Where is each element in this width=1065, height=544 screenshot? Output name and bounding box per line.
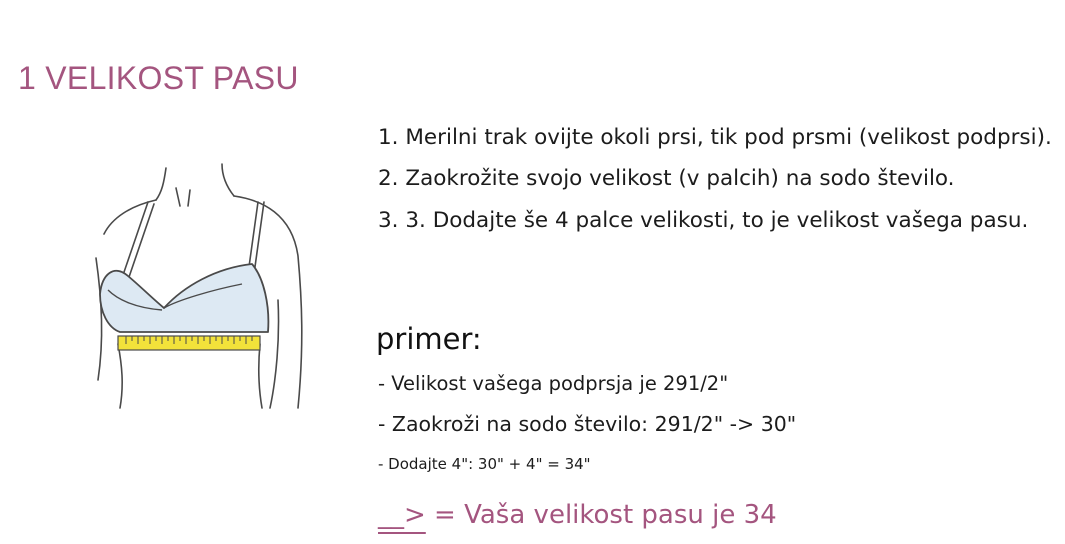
instruction-list — [378, 118, 1058, 242]
measuring-tape — [118, 336, 260, 350]
bra-measurement-illustration — [92, 160, 332, 420]
instruction-step-2: 2. Zaokrožite svojo velikost (v palcih) na sodo število. — [378, 166, 955, 191]
instruction-step-3: 3. 3. Dodajte še 4 palce velikosti, to je velikost vašega pasu. — [378, 208, 1029, 233]
example-line-2: - Zaokroži na sodo število: 291/2" -> 30" — [378, 412, 797, 436]
example-heading: primer: — [376, 322, 482, 356]
instruction-step-1: 1. Merilni trak ovijte okoli prsi, tik pod prsmi (velikost podprsi). — [378, 125, 1052, 150]
example-line-3: - Dodajte 4": 30" + 4" = 34" — [378, 455, 591, 473]
example-line-1: - Velikost vašega podprsja je 291/2" — [378, 372, 729, 395]
result-arrow: __> — [378, 500, 426, 530]
section-title: 1 VELIKOST PASU — [18, 60, 299, 96]
result-text: = Vaša velikost pasu je 34 — [425, 500, 777, 530]
bra-cups — [100, 264, 268, 332]
result-line — [378, 500, 777, 530]
